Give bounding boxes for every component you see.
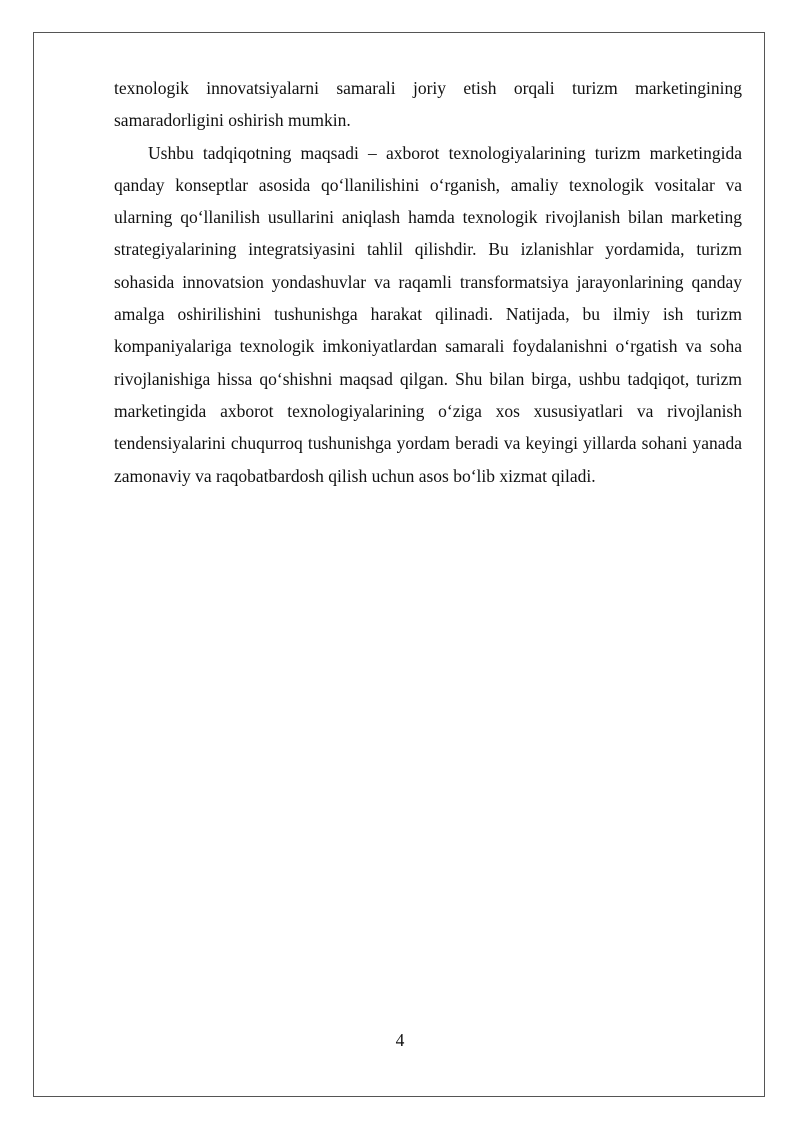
paragraph-purpose: Ushbu tadqiqotning maqsadi – axborot texnologiyalarining turizm marketingida qanday konseptlar asosida qo‘llanilishini o‘rganish, amaliy texnologik vositalar va ularning qo‘llanilish usullarini aniqlash hamda texnologik rivojlanish bilan marketing strategiyalarining integratsiyasini tahlil qilishdir. Bu izlanishlar yordamida, turizm sohasida innovatsion yondashuvlar va raqamli transformatsiya jarayonlarining qanday amalga oshirilishini tushunishga harakat qilinadi. Natijada, bu ilmiy ish turizm kompaniyalariga texnologik imkoniyatlardan samarali foydalanishni o‘rgatish va soha rivojlanishiga hissa qo‘shishni maqsad qilgan. Shu bilan birga, ushbu tadqiqot, turizm marketingida axborot texnologiyalarining o‘ziga xos xususiyatlari va rivojlanish tendensiyalarini chuqurroq tushunishga yordam beradi va keyingi yillarda sohani yanada zamonaviy va raqobatbardosh qilish uchun asos bo‘lib xizmat qiladi. (114, 142, 742, 486)
body-text (114, 72, 742, 492)
page-number: 4 (395, 1030, 405, 1050)
paragraph-continuation: texnologik innovatsiyalarni samarali joriy etish orqali turizm marketingining samaradorligini oshirish mumkin. (114, 78, 742, 131)
